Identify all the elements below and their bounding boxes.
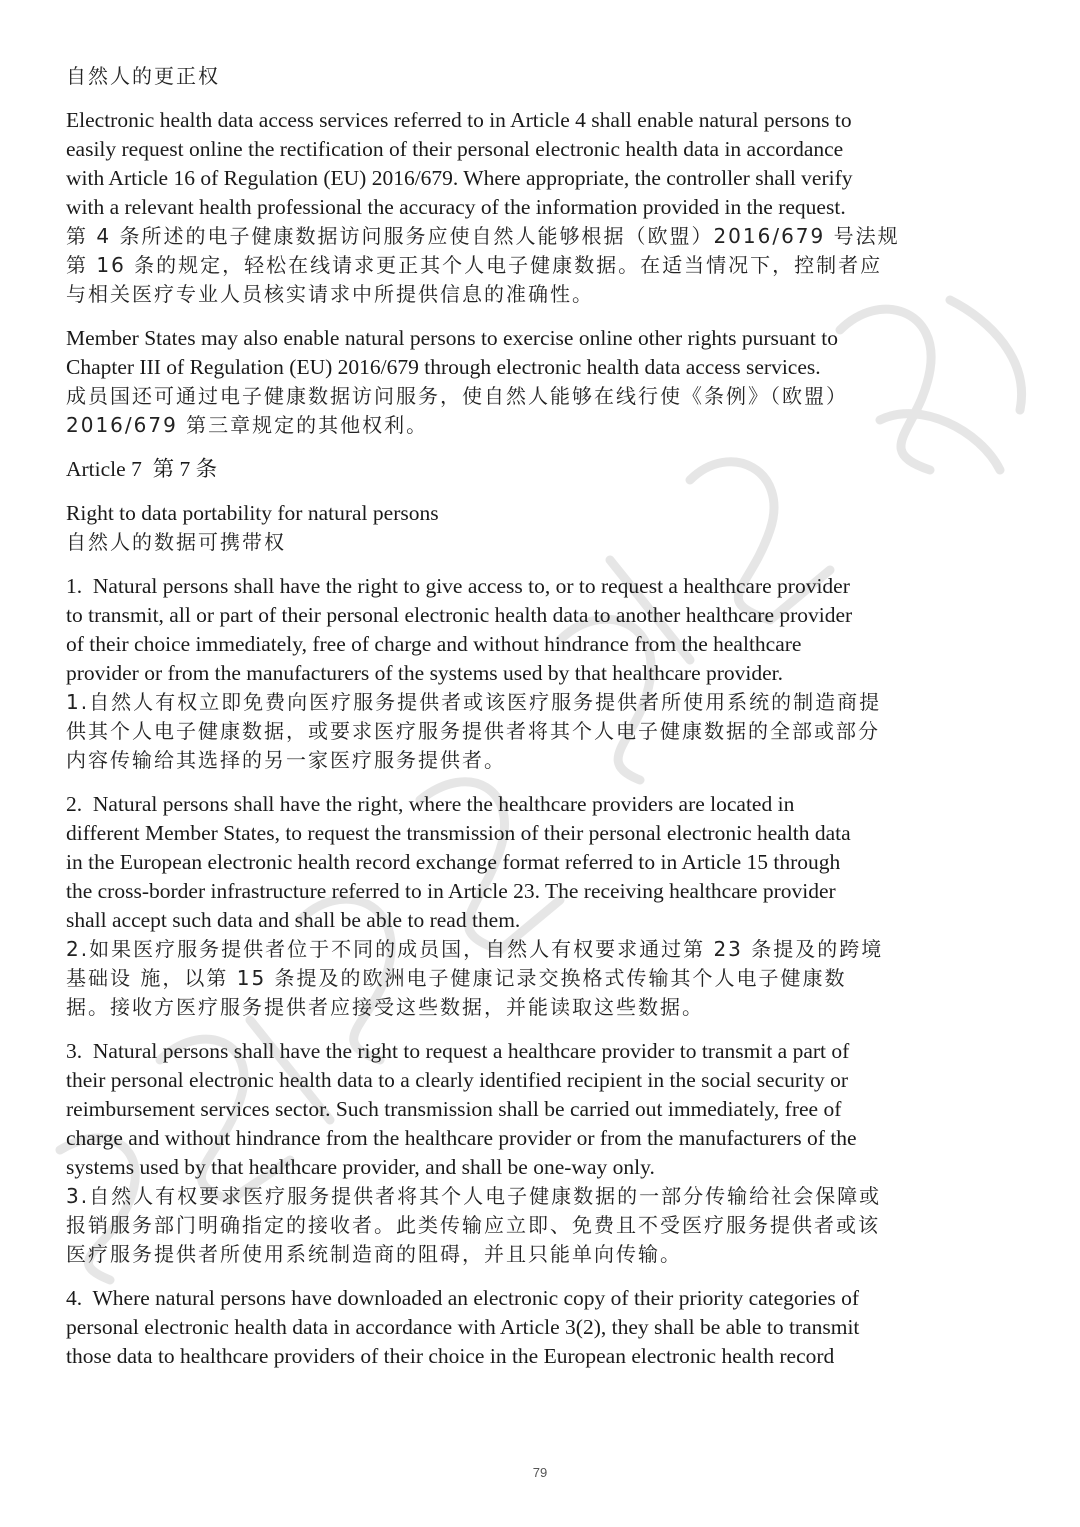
- text-line: the cross-border infrastructure referred to in Article 23. The receiving healthcare provider: [66, 879, 836, 903]
- text-line: 2.如果医疗服务提供者位于不同的成员国，自然人有权要求通过第 23 条提及的跨境: [66, 937, 884, 961]
- item-1: [66, 572, 1016, 775]
- text-line: shall accept such data and shall be able to read them.: [66, 908, 521, 932]
- text-line: 1.自然人有权立即免费向医疗服务提供者或该医疗服务提供者所使用系统的制造商提: [66, 690, 882, 714]
- text-line: 1. Natural persons shall have the right to give access to, or to request a healthcare provider: [66, 574, 850, 598]
- text-line: 第 16 条的规定，轻松在线请求更正其个人电子健康数据。在适当情况下，控制者应: [66, 253, 883, 277]
- text-line: in the European electronic health record exchange format referred to in Article 15 through: [66, 850, 841, 874]
- text-line: charge and without hindrance from the healthcare provider or from the manufacturers of the: [66, 1126, 857, 1150]
- text-line: 基础设 施，以第 15 条提及的欧洲电子健康记录交换格式传输其个人电子健康数: [66, 966, 847, 990]
- text-line: reimbursement services sector. Such transmission shall be carried out immediately, free of: [66, 1097, 842, 1121]
- text-line: Member States may also enable natural persons to exercise online other rights pursuant to: [66, 326, 838, 350]
- section-heading: 自然人的更正权: [66, 64, 220, 88]
- text-line: with a relevant health professional the accuracy of the information provided in the request.: [66, 195, 846, 219]
- text-line: 成员国还可通过电子健康数据访问服务，使自然人能够在线行使《条例》（欧盟）: [66, 384, 848, 408]
- article-title-en: Right to data portability for natural persons: [66, 501, 439, 525]
- text-line: provider or from the manufacturers of the systems used by that healthcare provider.: [66, 661, 784, 685]
- item-3: [66, 1037, 1016, 1269]
- article-title: [66, 499, 1016, 557]
- text-line: personal electronic health data in accordance with Article 3(2), they shall be able to transmit: [66, 1315, 860, 1339]
- text-line: 3.自然人有权要求医疗服务提供者将其个人电子健康数据的一部分传输给社会保障或: [66, 1184, 882, 1208]
- text-line: 据。接收方医疗服务提供者应接受这些数据，并能读取这些数据。: [66, 995, 704, 1019]
- text-line: 3. Natural persons shall have the right to request a healthcare provider to transmit a part of: [66, 1039, 850, 1063]
- page-number: 79: [532, 1465, 548, 1480]
- text-line: easily request online the rectification of their personal electronic health data in accordance: [66, 137, 844, 161]
- text-line: 医疗服务提供者所使用系统制造商的阻碍，并且只能单向传输。: [66, 1242, 682, 1266]
- text-line: 与相关医疗专业人员核实请求中所提供信息的准确性。: [66, 282, 594, 306]
- text-line: 2. Natural persons shall have the right, where the healthcare providers are located in: [66, 792, 795, 816]
- text-line: different Member States, to request the transmission of their personal electronic health data: [66, 821, 851, 845]
- text-line: with Article 16 of Regulation (EU) 2016/679. Where appropriate, the controller shall verify: [66, 166, 853, 190]
- paragraph-other-rights: [66, 324, 1016, 440]
- text-line: their personal electronic health data to a clearly identified recipient in the social security or: [66, 1068, 849, 1092]
- article-title-zh: 自然人的数据可携带权: [66, 530, 286, 554]
- text-line: 供其个人电子健康数据，或要求医疗服务提供者将其个人电子健康数据的全部或部分: [66, 719, 880, 743]
- text-line: 第 4 条所述的电子健康数据访问服务应使自然人能够根据（欧盟）2016/679 号法规: [66, 224, 900, 248]
- text-line: 4. Where natural persons have downloaded an electronic copy of their priority categories of: [66, 1286, 860, 1310]
- text-line: 报销服务部门明确指定的接收者。此类传输应立即、免费且不受医疗服务提供者或该: [66, 1213, 880, 1237]
- paragraph-rectification: [66, 106, 1016, 309]
- text-line: Chapter III of Regulation (EU) 2016/679 through electronic health data access services.: [66, 355, 821, 379]
- text-line: of their choice immediately, free of charge and without hindrance from the healthcare: [66, 632, 802, 656]
- item-4: [66, 1284, 1016, 1371]
- text-line: to transmit, all or part of their personal electronic health data to another healthcare provider: [66, 603, 853, 627]
- document-page: [66, 62, 1016, 1371]
- text-line: 内容传输给其选择的另一家医疗服务提供者。: [66, 748, 506, 772]
- item-2: [66, 790, 1016, 1022]
- text-line: those data to healthcare providers of their choice in the European electronic health record: [66, 1344, 835, 1368]
- text-line: Electronic health data access services referred to in Article 4 shall enable natural persons to: [66, 108, 852, 132]
- article-heading: Article 7 第 7 条: [66, 457, 218, 481]
- text-line: systems used by that healthcare provider, and shall be one-way only.: [66, 1155, 655, 1179]
- text-line: 2016/679 第三章规定的其他权利。: [66, 413, 429, 437]
